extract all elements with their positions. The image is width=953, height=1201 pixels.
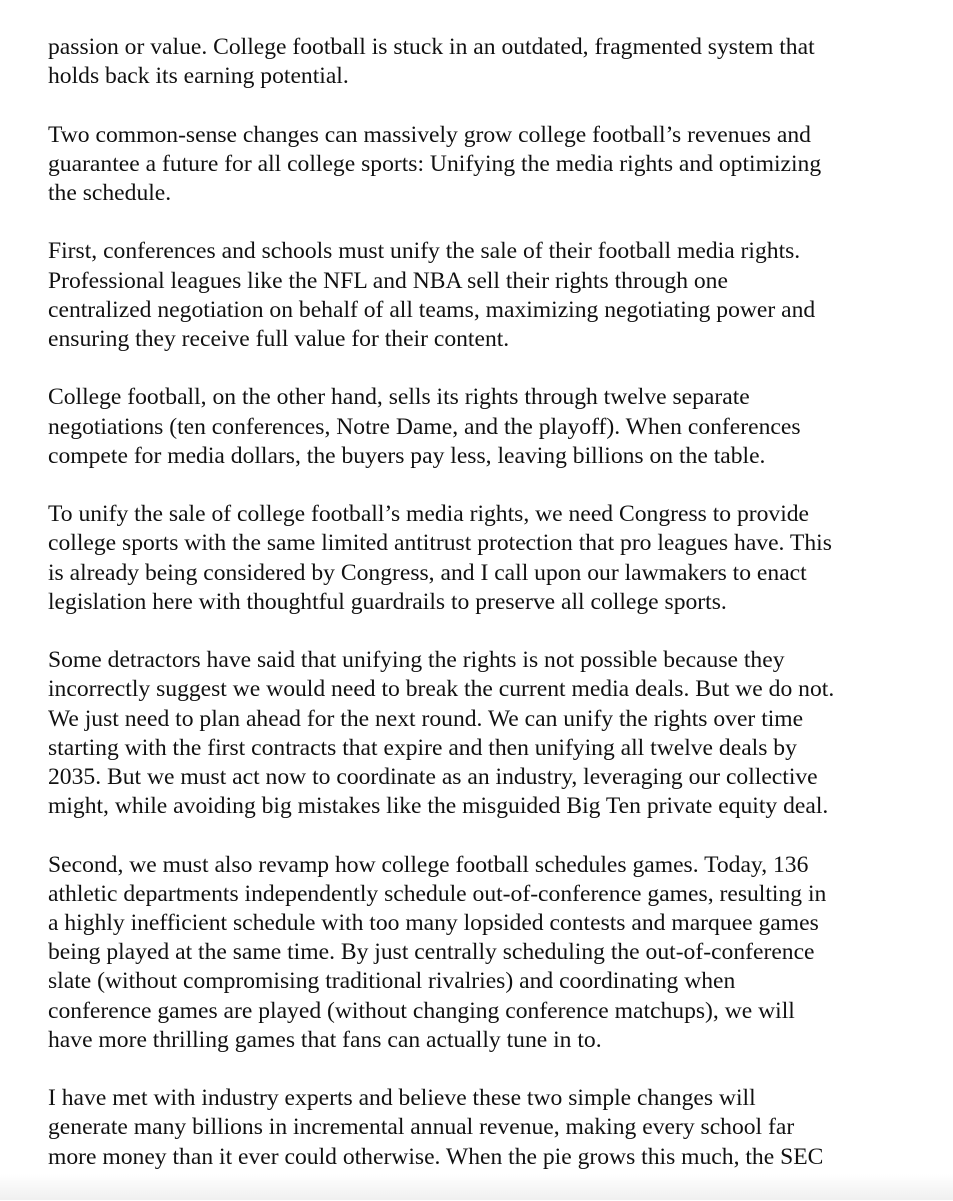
text-line: more money than it ever could otherwise. When the pie grows this much, the SEC xyxy=(48,1143,824,1170)
text-line: being played at the same time. By just centrally scheduling the out-of-conference xyxy=(48,939,815,966)
text-line: passion or value. College football is stuck in an outdated, fragmented system that xyxy=(48,34,815,60)
paragraph-8 xyxy=(48,1084,908,1172)
text-line: have more thrilling games that fans can actually tune in to. xyxy=(48,1026,602,1053)
text-line: starting with the first contracts that expire and then unifying all twelve deals by xyxy=(48,734,797,761)
text-line: the schedule. xyxy=(48,180,172,206)
document-page xyxy=(48,33,908,1201)
paragraph-1 xyxy=(48,33,908,91)
text-line: compete for media dollars, the buyers pay less, leaving billions on the table. xyxy=(48,442,766,469)
text-line: college sports with the same limited antitrust protection that pro leagues have. This xyxy=(48,530,832,557)
text-line: We just need to plan ahead for the next round. We can unify the rights over time xyxy=(48,705,804,732)
text-line: holds back its earning potential. xyxy=(48,63,349,90)
paragraph-6 xyxy=(48,646,908,821)
text-line: might, while avoiding big mistakes like the misguided Big Ten private equity deal. xyxy=(48,793,829,820)
text-line: Two common-sense changes can massively grow college football’s revenues and xyxy=(48,121,811,148)
text-line: is already being considered by Congress, and I call upon our lawmakers to enact xyxy=(48,559,807,586)
paragraph-7 xyxy=(48,851,908,1055)
text-line: Second, we must also revamp how college football schedules games. Today, 136 xyxy=(48,851,809,878)
text-line: centralized negotiation on behalf of all teams, maximizing negotiating power and xyxy=(48,296,816,323)
text-line: Some detractors have said that unifying the rights is not possible because they xyxy=(48,647,785,674)
paragraph-5 xyxy=(48,500,908,617)
text-line: legislation here with thoughtful guardrails to preserve all college sports. xyxy=(48,588,727,615)
text-line: generate many billions in incremental annual revenue, making every school far xyxy=(48,1114,795,1141)
text-line: To unify the sale of college football’s media rights, we need Congress to provide xyxy=(48,501,810,528)
paragraph-4 xyxy=(48,383,908,471)
paragraph-3 xyxy=(48,237,908,354)
text-line: incorrectly suggest we would need to break the current media deals. But we do not. xyxy=(48,676,835,703)
text-line: guarantee a future for all college sports: Unifying the media rights and optimizing xyxy=(48,150,822,177)
text-line: slate (without compromising traditional rivalries) and coordinating when xyxy=(48,968,736,995)
text-line: College football, on the other hand, sells its rights through twelve separate xyxy=(48,384,750,411)
text-line: 2035. But we must act now to coordinate as an industry, leveraging our collective xyxy=(48,764,818,790)
text-line: athletic departments independently schedule out-of-conference games, resulting in xyxy=(48,880,827,907)
text-line: Professional leagues like the NFL and NBA sell their rights through one xyxy=(48,267,728,294)
text-line: a highly inefficient schedule with too many lopsided contests and marquee games xyxy=(48,910,819,936)
text-line: First, conferences and schools must unify the sale of their football media rights. xyxy=(48,238,801,265)
text-line: ensuring they receive full value for their content. xyxy=(48,326,510,352)
text-line: conference games are played (without changing conference matchups), we will xyxy=(48,997,795,1024)
text-line: I have met with industry experts and believe these two simple changes will xyxy=(48,1085,756,1112)
text-line: negotiations (ten conferences, Notre Dame, and the playoff). When conferences xyxy=(48,413,801,440)
paragraph-2 xyxy=(48,121,908,209)
